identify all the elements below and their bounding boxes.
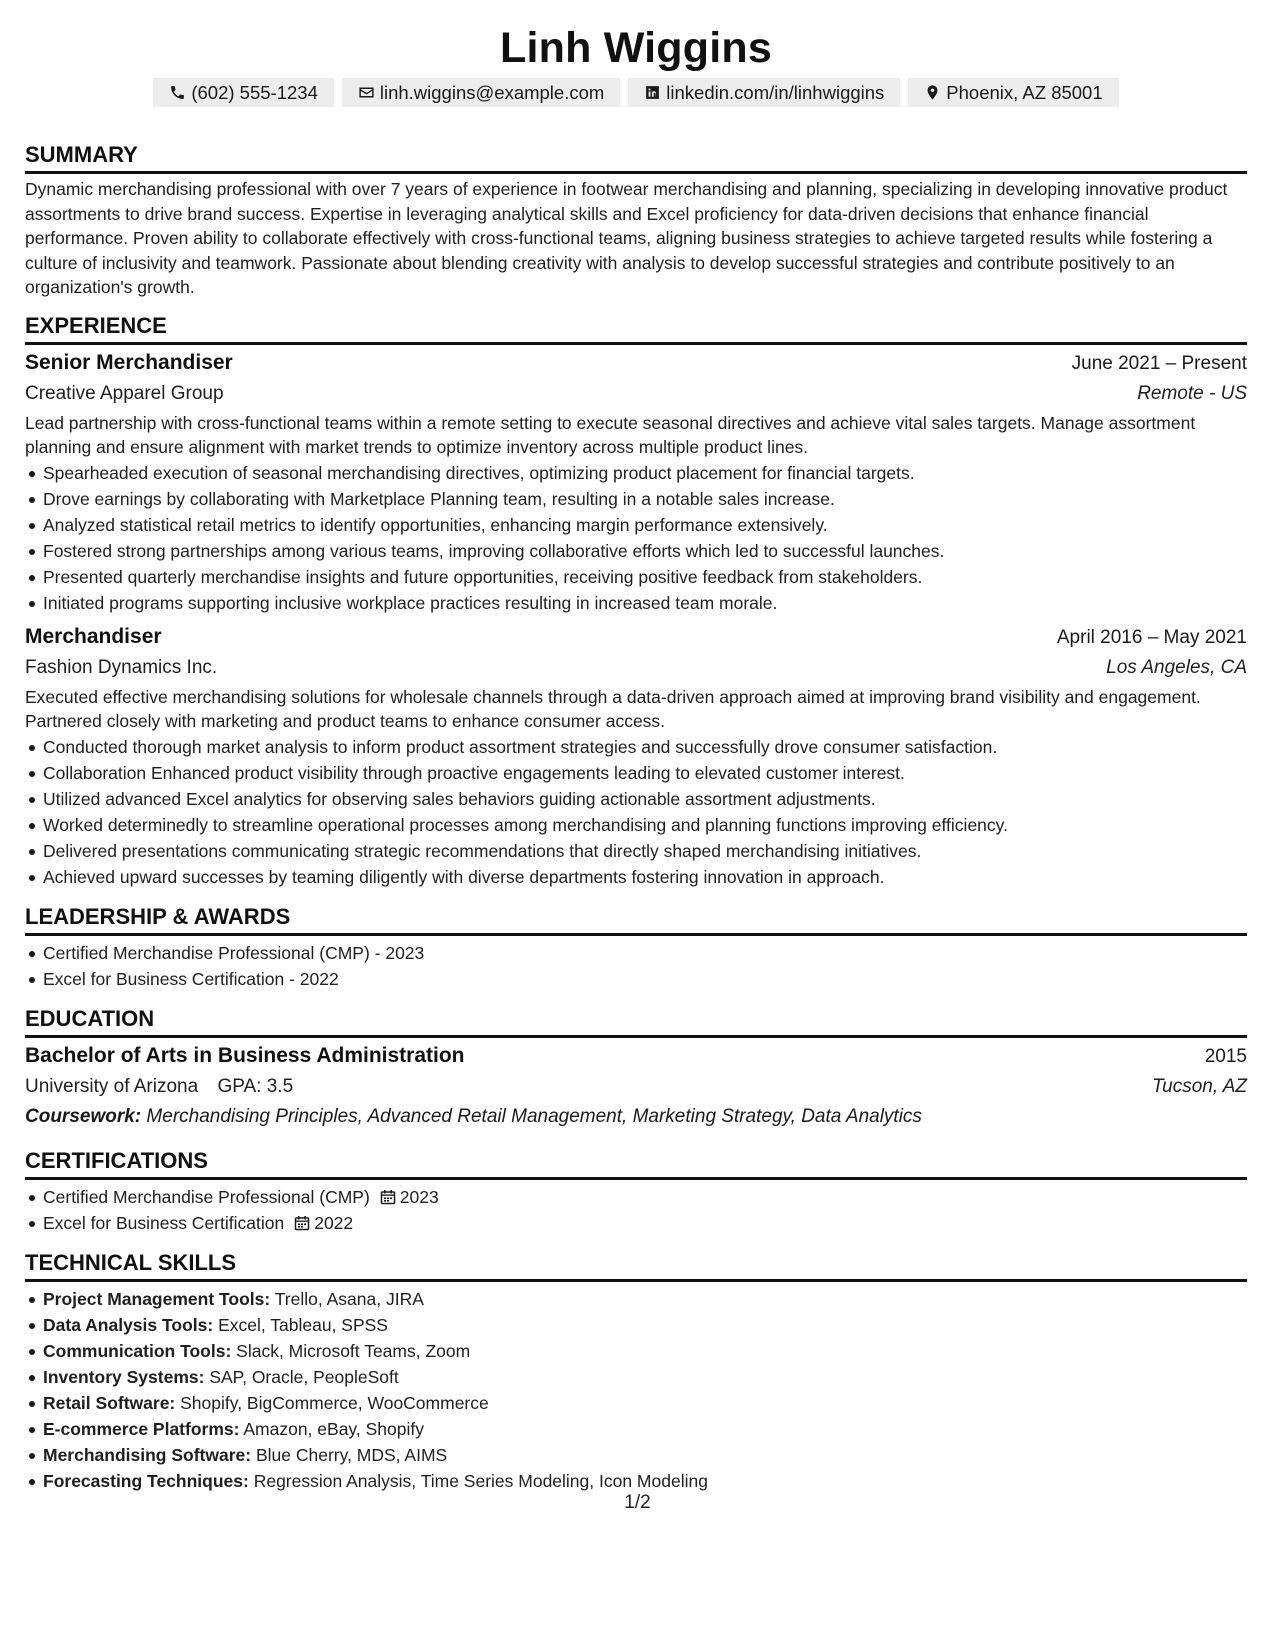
list-item: Delivered presentations communicating strategic recommendations that directly shaped merchandising initiatives. [25,838,1247,864]
section-title-leadership: LEADERSHIP & AWARDS [25,904,1247,936]
certifications-list [25,1184,1247,1236]
skill-category: Project Management Tools: [43,1288,271,1309]
job-header [25,348,1247,379]
certification-name: Excel for Business Certification [43,1212,285,1233]
phone-icon [169,84,186,101]
skill-category: Forecasting Techniques: [43,1470,249,1491]
job-bullets [25,734,1247,890]
skills-list [25,1286,1247,1494]
section-title-experience: EXPERIENCE [25,313,1247,345]
skill-category: E-commerce Platforms: [43,1418,240,1439]
skill-category: Retail Software: [43,1392,176,1413]
linkedin-icon [644,84,661,101]
job-header [25,622,1247,653]
skill-values: Slack, Microsoft Teams, Zoom [236,1340,471,1361]
skills-section [25,1250,1247,1494]
skill-values: Trello, Asana, JIRA [274,1288,424,1309]
list-item [25,1390,1247,1416]
certification-year: 2023 [399,1186,439,1207]
education-section [25,1006,1247,1132]
list-item: Excel for Business Certification - 2022 [25,966,1247,992]
list-item [25,1468,1247,1494]
coursework [25,1102,1247,1132]
candidate-name: Linh Wiggins [500,24,772,72]
gpa-text: GPA: 3.5 [217,1075,294,1097]
certification-name: Certified Merchandise Professional (CMP) [43,1186,370,1207]
list-item: Certified Merchandise Professional (CMP) - 2023 [25,940,1247,966]
degree-title: Bachelor of Arts in Business Administration [25,1043,465,1067]
job-description: Executed effective merchandising solutions for wholesale channels through a data-driven approach aimed at improving brand visibility and engagement. Partnered closely with marketing and product teams to enhance consumer access. [25,686,1201,731]
list-item: Presented quarterly merchandise insights and future opportunities, receiving positive feedback from stakeholders. [25,564,1247,590]
job-subheader [25,379,1247,409]
job-bullets [25,460,1247,616]
job-location: Remote - US [1137,382,1247,404]
skill-values: Excel, Tableau, SPSS [218,1314,388,1335]
skill-category: Inventory Systems: [43,1366,205,1387]
list-item [25,1286,1247,1312]
phone-text: (602) 555-1234 [191,81,318,103]
list-item: Spearheaded execution of seasonal merchandising directives, optimizing product placement for financial targets. [25,460,1247,486]
location-text: Phoenix, AZ 85001 [946,81,1103,103]
contact-bar [25,78,1247,107]
list-item: Collaboration Enhanced product visibility through proactive engagements leading to elevated customer interest. [25,760,1247,786]
list-item [25,1364,1247,1390]
linkedin-text: linkedin.com/in/linhwiggins [666,81,885,103]
map-marker-icon [924,84,941,101]
list-item [25,1442,1247,1468]
skill-category: Communication Tools: [43,1340,232,1361]
page-indicator: 1/2 [624,1492,651,1513]
certification-year: 2022 [314,1212,354,1233]
graduation-year: 2015 [1204,1045,1247,1067]
school-and-gpa [25,1072,293,1102]
list-item: Initiated programs supporting inclusive workplace practices resulting in increased team morale. [25,590,1247,616]
list-item: Achieved upward successes by teaming diligently with diverse departments fostering innovation in approach. [25,864,1247,890]
skill-values: SAP, Oracle, PeopleSoft [209,1366,399,1387]
leadership-section [25,904,1247,992]
list-item [25,1210,1247,1236]
calendar-icon [380,1189,396,1205]
certifications-section [25,1148,1247,1236]
list-item: Worked determinedly to streamline operational processes among merchandising and planning functions improving efficiency. [25,812,1247,838]
list-item: Conducted thorough market analysis to inform product assortment strategies and successfully drove consumer satisfaction. [25,734,1247,760]
calendar-icon [294,1215,310,1231]
coursework-list: Merchandising Principles, Advanced Retail Management, Marketing Strategy, Data Analytics [146,1105,922,1127]
section-title-certifications: CERTIFICATIONS [25,1148,1247,1180]
envelope-icon [358,84,375,101]
skill-values: Shopify, BigCommerce, WooCommerce [180,1392,489,1413]
job-dates: June 2021 – Present [1071,352,1247,374]
section-title-skills: TECHNICAL SKILLS [25,1250,1247,1282]
education-header [25,1041,1247,1072]
contact-email[interactable] [342,78,620,107]
summary-section [25,142,1247,300]
job-company: Fashion Dynamics Inc. [25,656,218,678]
job-dates: April 2016 – May 2021 [1056,626,1247,648]
job-description: Lead partnership with cross-functional teams within a remote setting to execute seasonal directives and achieve vital sales targets. Manage assortment planning and ensure alignment with market trends to optimize inventory across multiple product lines. [25,412,1196,457]
job-entry [25,622,1247,890]
leadership-list [25,940,1247,992]
list-item [25,1312,1247,1338]
contact-phone[interactable] [153,78,334,107]
skill-category: Merchandising Software: [43,1444,252,1465]
email-text: linh.wiggins@example.com [379,81,605,103]
contact-linkedin[interactable] [628,78,900,107]
summary-text: Dynamic merchandising professional with over 7 years of experience in footwear merchandising and planning, specializing in developing innovative product assortments to drive brand success. Expertise in leveraging analytical skills and Excel proficiency for data-driven decisions that enhance financial performance. Proven ability to collaborate effectively with cross-functional teams, aligning business strategies to achieve targeted results while fostering a culture of inclusivity and teamwork. Passionate about blending creativity with analysis to develop successful strategies and contribute positively to an organization's growth. [25,179,1228,297]
list-item: Analyzed statistical retail metrics to identify opportunities, enhancing margin performance extensively. [25,512,1247,538]
contact-location [908,78,1118,107]
list-item [25,1338,1247,1364]
skill-values: Regression Analysis, Time Series Modeling, Icon Modeling [253,1470,708,1491]
experience-section [25,313,1247,890]
job-company: Creative Apparel Group [25,382,224,404]
skill-values: Amazon, eBay, Shopify [243,1418,424,1439]
job-title: Merchandiser [25,624,162,648]
skill-values: Blue Cherry, MDS, AIMS [255,1444,448,1465]
skill-category: Data Analysis Tools: [43,1314,214,1335]
list-item: Utilized advanced Excel analytics for observing sales behaviors guiding actionable assortment adjustments. [25,786,1247,812]
school-location: Tucson, AZ [1151,1075,1247,1097]
job-title: Senior Merchandiser [25,350,233,374]
education-subheader [25,1072,1247,1102]
resume-page [25,0,1247,1494]
school-name: University of Arizona [25,1075,199,1097]
list-item: Fostered strong partnerships among various teams, improving collaborative efforts which led to successful launches. [25,538,1247,564]
job-entry [25,348,1247,616]
section-title-education: EDUCATION [25,1006,1247,1038]
list-item [25,1416,1247,1442]
job-subheader [25,653,1247,683]
job-location: Los Angeles, CA [1106,656,1247,678]
section-title-summary: SUMMARY [25,142,1247,174]
list-item: Drove earnings by collaborating with Marketplace Planning team, resulting in a notable sales increase. [25,486,1247,512]
coursework-label: Coursework: [25,1105,142,1127]
list-item [25,1184,1247,1210]
